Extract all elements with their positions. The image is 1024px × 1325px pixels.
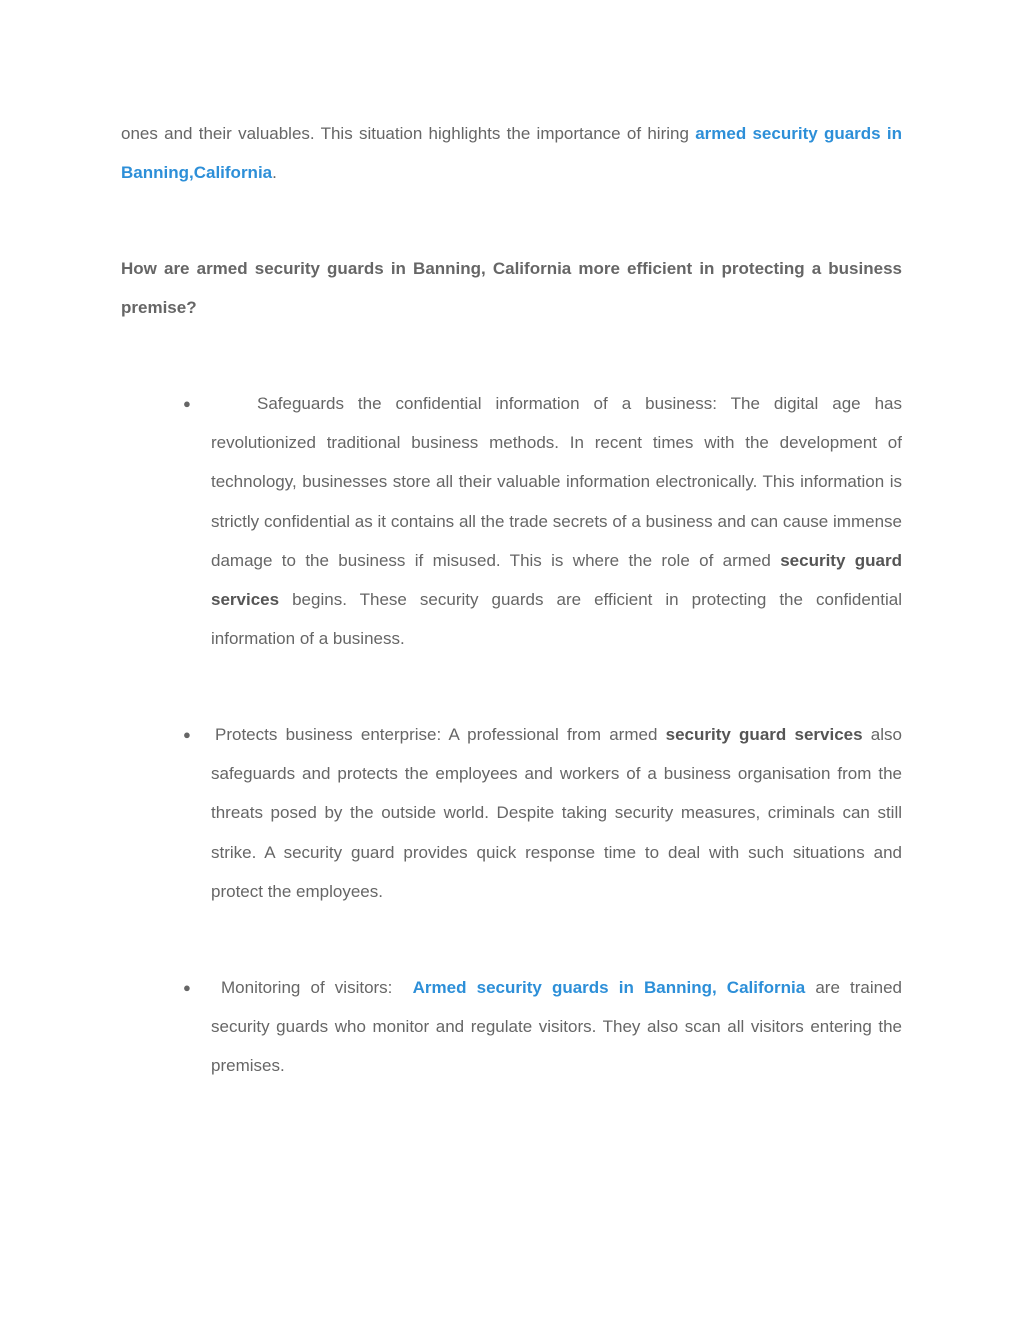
- bullet-text: are trained security guards who monitor and regulate visitors. They also scan all visitors entering the premises.: [211, 978, 903, 1076]
- intro-paragraph: [121, 114, 902, 192]
- bullet-text: also safeguards and protects the employees and workers of a business organisation from the threats posed by the outside world. Despite taking security measures, criminals can still strike. A security guard provides quick response time to deal with such situations and protect the employees.: [211, 725, 902, 901]
- bullet-text: Safeguards the confidential information of a business: The digital age has revolutionized traditional business methods. In recent times with the development of technology, businesses store all their valuable information electronically. This information is strictly confidential as it contains all the trade secrets of a business and can cause immense damage to the business if misused. This is where the role of armed: [211, 394, 902, 570]
- bullet-item-monitoring-visitors: [211, 968, 902, 1086]
- bullet-icon: ●: [183, 396, 191, 411]
- bullet-link[interactable]: Armed security guards in Banning, California: [412, 978, 806, 997]
- bullet-bold-text: security guard services: [211, 550, 902, 610]
- bullet-icon: ●: [183, 727, 191, 742]
- bullet-text: Monitoring of visitors:: [221, 978, 413, 997]
- section-heading: How are armed security guards in Banning, California more efficient in protecting a business premise?: [121, 259, 902, 318]
- bullet-icon: ●: [183, 980, 191, 995]
- bullet-text: begins. These security guards are efficient in protecting the confidential information of a business.: [211, 590, 902, 649]
- intro-text: ones and their valuables. This situation highlights the importance of hiring: [121, 124, 696, 143]
- bullet-item-protects-enterprise: [211, 715, 902, 911]
- intro-link[interactable]: armed security guards in Banning,California: [121, 124, 902, 183]
- bullet-bold-text: security guard services: [665, 725, 863, 744]
- bullet-item-confidential: [211, 384, 902, 658]
- bullet-text: Protects business enterprise: A professional from armed: [215, 725, 666, 744]
- intro-period: .: [272, 163, 277, 183]
